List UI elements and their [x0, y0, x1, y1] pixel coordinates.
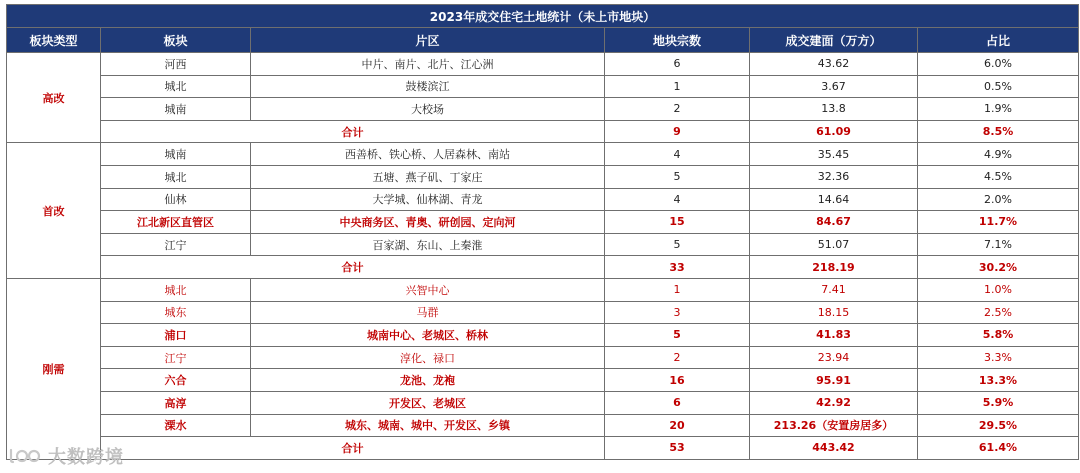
area-cell: 马群	[251, 301, 605, 324]
table-row	[7, 369, 1079, 392]
count-cell: 2	[605, 346, 750, 369]
size-cell: 43.62	[750, 53, 918, 76]
area-cell: 城南中心、老城区、桥林	[251, 324, 605, 347]
total-row	[7, 256, 1079, 279]
area-cell: 开发区、老城区	[251, 391, 605, 414]
area-cell: 龙池、龙袍	[251, 369, 605, 392]
count-cell: 4	[605, 143, 750, 166]
total-label: 合计	[101, 437, 605, 460]
block-cell: 六合	[101, 369, 251, 392]
count-cell: 4	[605, 188, 750, 211]
count-cell: 5	[605, 233, 750, 256]
size-cell: 41.83	[750, 324, 918, 347]
table-row	[7, 301, 1079, 324]
share-cell: 29.5%	[918, 414, 1079, 437]
table-row	[7, 278, 1079, 301]
share-cell: 4.5%	[918, 165, 1079, 188]
area-cell: 兴智中心	[251, 278, 605, 301]
block-cell: 仙林	[101, 188, 251, 211]
area-cell: 百家湖、东山、上秦淮	[251, 233, 605, 256]
share-cell: 7.1%	[918, 233, 1079, 256]
table-row	[7, 414, 1079, 437]
area-cell: 大校场	[251, 98, 605, 121]
share-cell: 2.0%	[918, 188, 1079, 211]
watermark	[8, 444, 124, 468]
category-cell: 刚需	[7, 278, 101, 459]
total-size: 443.42	[750, 437, 918, 460]
count-cell: 2	[605, 98, 750, 121]
header-block: 板块	[101, 28, 251, 53]
header-area: 片区	[251, 28, 605, 53]
count-cell: 20	[605, 414, 750, 437]
total-label: 合计	[101, 120, 605, 143]
share-cell: 4.9%	[918, 143, 1079, 166]
size-cell: 32.36	[750, 165, 918, 188]
size-cell: 95.91	[750, 369, 918, 392]
table-row	[7, 98, 1079, 121]
area-cell: 西善桥、铁心桥、人居森林、南站	[251, 143, 605, 166]
share-cell: 5.8%	[918, 324, 1079, 347]
count-cell: 5	[605, 324, 750, 347]
size-cell: 35.45	[750, 143, 918, 166]
share-cell: 13.3%	[918, 369, 1079, 392]
table-row	[7, 143, 1079, 166]
total-size: 218.19	[750, 256, 918, 279]
share-cell: 6.0%	[918, 53, 1079, 76]
block-cell: 江北新区直管区	[101, 211, 251, 234]
total-row	[7, 437, 1079, 460]
share-cell: 1.9%	[918, 98, 1079, 121]
block-cell: 江宁	[101, 346, 251, 369]
total-share: 8.5%	[918, 120, 1079, 143]
watermark-text: 大数跨境	[48, 447, 124, 468]
total-count: 53	[605, 437, 750, 460]
area-cell: 中央商务区、青奥、研创园、定向河	[251, 211, 605, 234]
count-cell: 5	[605, 165, 750, 188]
table-row	[7, 233, 1079, 256]
size-cell: 51.07	[750, 233, 918, 256]
table-row	[7, 391, 1079, 414]
table-title: 2023年成交住宅土地统计（未上市地块）	[7, 5, 1079, 28]
area-cell: 大学城、仙林湖、青龙	[251, 188, 605, 211]
count-cell: 15	[605, 211, 750, 234]
block-cell: 溧水	[101, 414, 251, 437]
table-row	[7, 165, 1079, 188]
block-cell: 河西	[101, 53, 251, 76]
share-cell: 3.3%	[918, 346, 1079, 369]
total-count: 9	[605, 120, 750, 143]
size-cell: 23.94	[750, 346, 918, 369]
area-cell: 中片、南片、北片、江心洲	[251, 53, 605, 76]
size-cell: 14.64	[750, 188, 918, 211]
block-cell: 高淳	[101, 391, 251, 414]
total-count: 33	[605, 256, 750, 279]
share-cell: 5.9%	[918, 391, 1079, 414]
count-cell: 1	[605, 278, 750, 301]
block-cell: 城南	[101, 98, 251, 121]
area-cell: 淳化、禄口	[251, 346, 605, 369]
total-size: 61.09	[750, 120, 918, 143]
header-category: 板块类型	[7, 28, 101, 53]
count-cell: 6	[605, 53, 750, 76]
size-cell: 84.67	[750, 211, 918, 234]
header-count: 地块宗数	[605, 28, 750, 53]
table-row	[7, 75, 1079, 98]
size-cell: 7.41	[750, 278, 918, 301]
table-row	[7, 211, 1079, 234]
count-cell: 16	[605, 369, 750, 392]
block-cell: 城北	[101, 278, 251, 301]
area-cell: 鼓楼滨江	[251, 75, 605, 98]
total-row	[7, 120, 1079, 143]
size-cell: 42.92	[750, 391, 918, 414]
total-share: 61.4%	[918, 437, 1079, 460]
area-cell: 五塘、燕子矶、丁家庄	[251, 165, 605, 188]
block-cell: 城南	[101, 143, 251, 166]
block-cell: 城北	[101, 165, 251, 188]
block-cell: 城东	[101, 301, 251, 324]
size-cell: 3.67	[750, 75, 918, 98]
share-cell: 2.5%	[918, 301, 1079, 324]
area-cell: 城东、城南、城中、开发区、乡镇	[251, 414, 605, 437]
size-cell: 213.26（安置房居多）	[750, 414, 918, 437]
count-cell: 3	[605, 301, 750, 324]
share-cell: 0.5%	[918, 75, 1079, 98]
table-row	[7, 53, 1079, 76]
header-size: 成交建面（万方）	[750, 28, 918, 53]
size-cell: 18.15	[750, 301, 918, 324]
share-cell: 11.7%	[918, 211, 1079, 234]
category-cell: 高改	[7, 53, 101, 143]
block-cell: 城北	[101, 75, 251, 98]
size-cell: 13.8	[750, 98, 918, 121]
watermark-logo-icon	[8, 446, 42, 466]
total-label: 合计	[101, 256, 605, 279]
category-cell: 首改	[7, 143, 101, 279]
block-cell: 江宁	[101, 233, 251, 256]
count-cell: 1	[605, 75, 750, 98]
table-row	[7, 324, 1079, 347]
table-row	[7, 346, 1079, 369]
total-share: 30.2%	[918, 256, 1079, 279]
land-statistics-table	[6, 4, 1079, 460]
share-cell: 1.0%	[918, 278, 1079, 301]
count-cell: 6	[605, 391, 750, 414]
table-row	[7, 188, 1079, 211]
block-cell: 浦口	[101, 324, 251, 347]
header-share: 占比	[918, 28, 1079, 53]
